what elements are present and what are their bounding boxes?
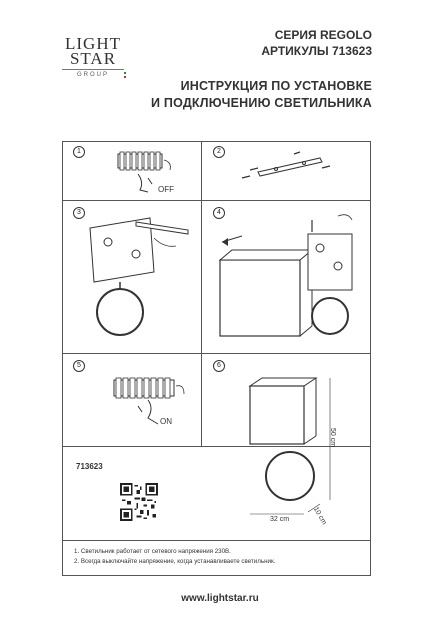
title-line-1: ИНСТРУКЦИЯ ПО УСТАНОВКЕ (180, 79, 372, 93)
step-number-1: 1 (73, 146, 85, 158)
wall-plate-connection-illustration (80, 212, 190, 347)
logo-line-1: LIGHT (65, 34, 121, 53)
brand-logo (62, 36, 124, 78)
width-dimension: 32 cm (270, 516, 290, 523)
grid-divider-4 (62, 540, 371, 541)
depth-dimension: 10 cm (311, 506, 328, 527)
step-number-2: 2 (213, 146, 225, 158)
article-number: 713623 (76, 462, 103, 471)
document-title (151, 78, 372, 112)
step-number-5: 5 (73, 360, 85, 372)
dimensions-illustration (240, 372, 350, 532)
logo-line-2: STAR (69, 49, 117, 68)
title-line-2: И ПОДКЛЮЧЕНИЮ СВЕТИЛЬНИКА (151, 96, 372, 110)
note-1: 1. Светильник работает от сетевого напряжения 230В. (74, 548, 231, 555)
qr-code (120, 483, 158, 521)
off-label: OFF (158, 185, 174, 194)
logo-line-3: GROUP (62, 69, 124, 78)
on-label: ON (160, 417, 172, 426)
series-name: СЕРИЯ REGOLO (274, 28, 372, 42)
step-number-4: 4 (213, 207, 225, 219)
series-block (261, 27, 372, 59)
flag-stripe (124, 72, 126, 78)
grid-divider-2 (62, 353, 371, 354)
shade-mounting-illustration (214, 210, 369, 350)
height-dimension: 50 cm (329, 428, 336, 448)
grid-divider-vertical (201, 141, 202, 446)
step-number-3: 3 (73, 207, 85, 219)
article-numbers: АРТИКУЛЫ 713623 (261, 44, 372, 58)
note-2: 2. Всегда выключайте напряжение, когда устанавливаете светильник. (74, 558, 276, 565)
mounting-bracket-illustration (236, 150, 336, 190)
grid-divider-1 (62, 200, 371, 201)
safety-notes (74, 547, 275, 567)
website-link[interactable]: www.lightstar.ru (181, 593, 259, 604)
step-number-6: 6 (213, 360, 225, 372)
breaker-on-illustration (108, 372, 188, 432)
